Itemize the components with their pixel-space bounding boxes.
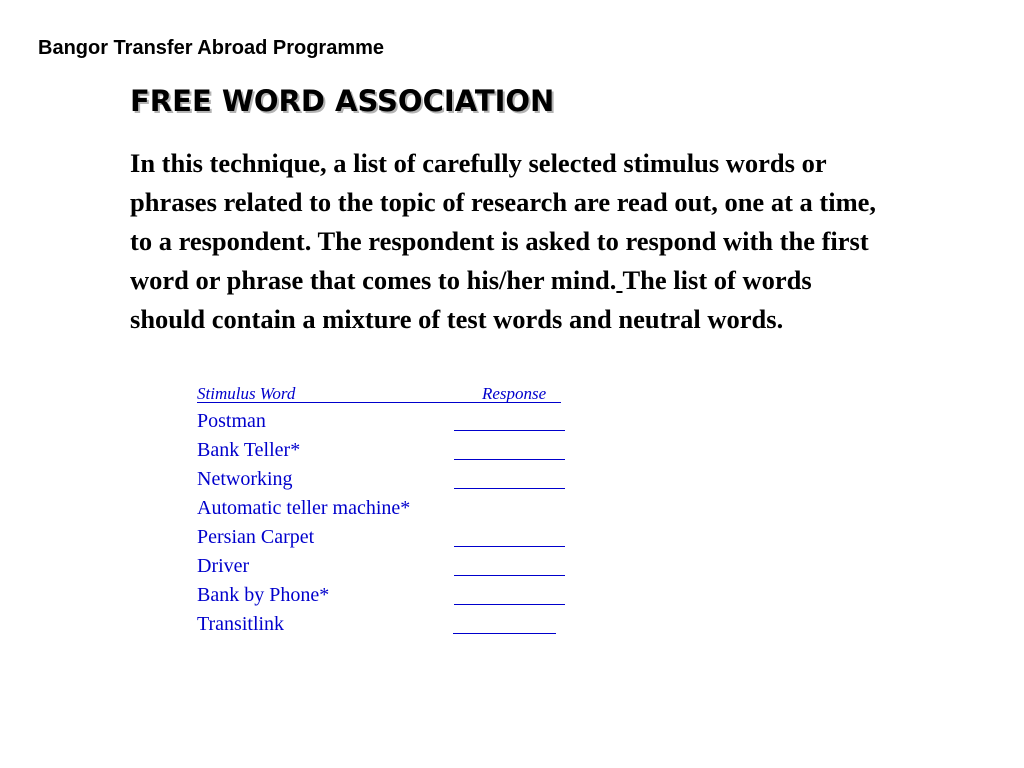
table-row	[197, 555, 577, 584]
response-blank-line	[454, 430, 565, 431]
slide-title: FREE WORD ASSOCIATION	[130, 84, 555, 118]
paragraph-line: to a respondent. The respondent is asked to respond with the first	[130, 226, 869, 256]
header-programme-name: Bangor Transfer Abroad Programme	[38, 37, 385, 59]
header-response: Response	[482, 384, 547, 403]
stimulus-word: Driver	[197, 555, 250, 577]
stimulus-word: Bank Teller*	[197, 439, 301, 461]
table-row	[197, 584, 577, 613]
response-blank-line	[453, 633, 556, 634]
table-rows	[197, 410, 577, 642]
table-row	[197, 468, 577, 497]
paragraph-line: phrases related to the topic of research are read out, one at a time,	[130, 187, 877, 217]
stimulus-word: Postman	[197, 410, 266, 432]
paragraph-line: In this technique, a list of carefully selected stimulus words or	[130, 148, 827, 178]
table-row	[197, 410, 577, 439]
response-blank-line	[454, 459, 565, 460]
table-row	[197, 613, 577, 642]
paragraph-line-part: word or phrase that comes to his/her mind.	[130, 265, 617, 295]
paragraph-line: should contain a mixture of test words and neutral words.	[130, 304, 784, 334]
stimulus-word: Bank by Phone*	[197, 584, 330, 606]
response-blank-line	[454, 546, 565, 547]
table-row	[197, 439, 577, 468]
response-blank-line	[454, 488, 565, 489]
paragraph-line	[130, 261, 1020, 300]
stimulus-word: Transitlink	[197, 613, 285, 635]
table-row	[197, 526, 577, 555]
table-row	[197, 497, 577, 526]
stimulus-word: Persian Carpet	[197, 526, 315, 548]
response-blank-line	[454, 575, 565, 576]
response-blank-line	[454, 604, 565, 605]
stimulus-word: Networking	[197, 468, 293, 490]
description-paragraph	[130, 144, 1020, 339]
stimulus-response-table	[197, 382, 577, 642]
paragraph-line-part: The list of words	[622, 265, 812, 295]
stimulus-word: Automatic teller machine*	[197, 497, 411, 519]
table-header-row	[197, 382, 561, 410]
header-stimulus-word: Stimulus Word	[197, 384, 296, 403]
header-underline	[197, 402, 561, 403]
